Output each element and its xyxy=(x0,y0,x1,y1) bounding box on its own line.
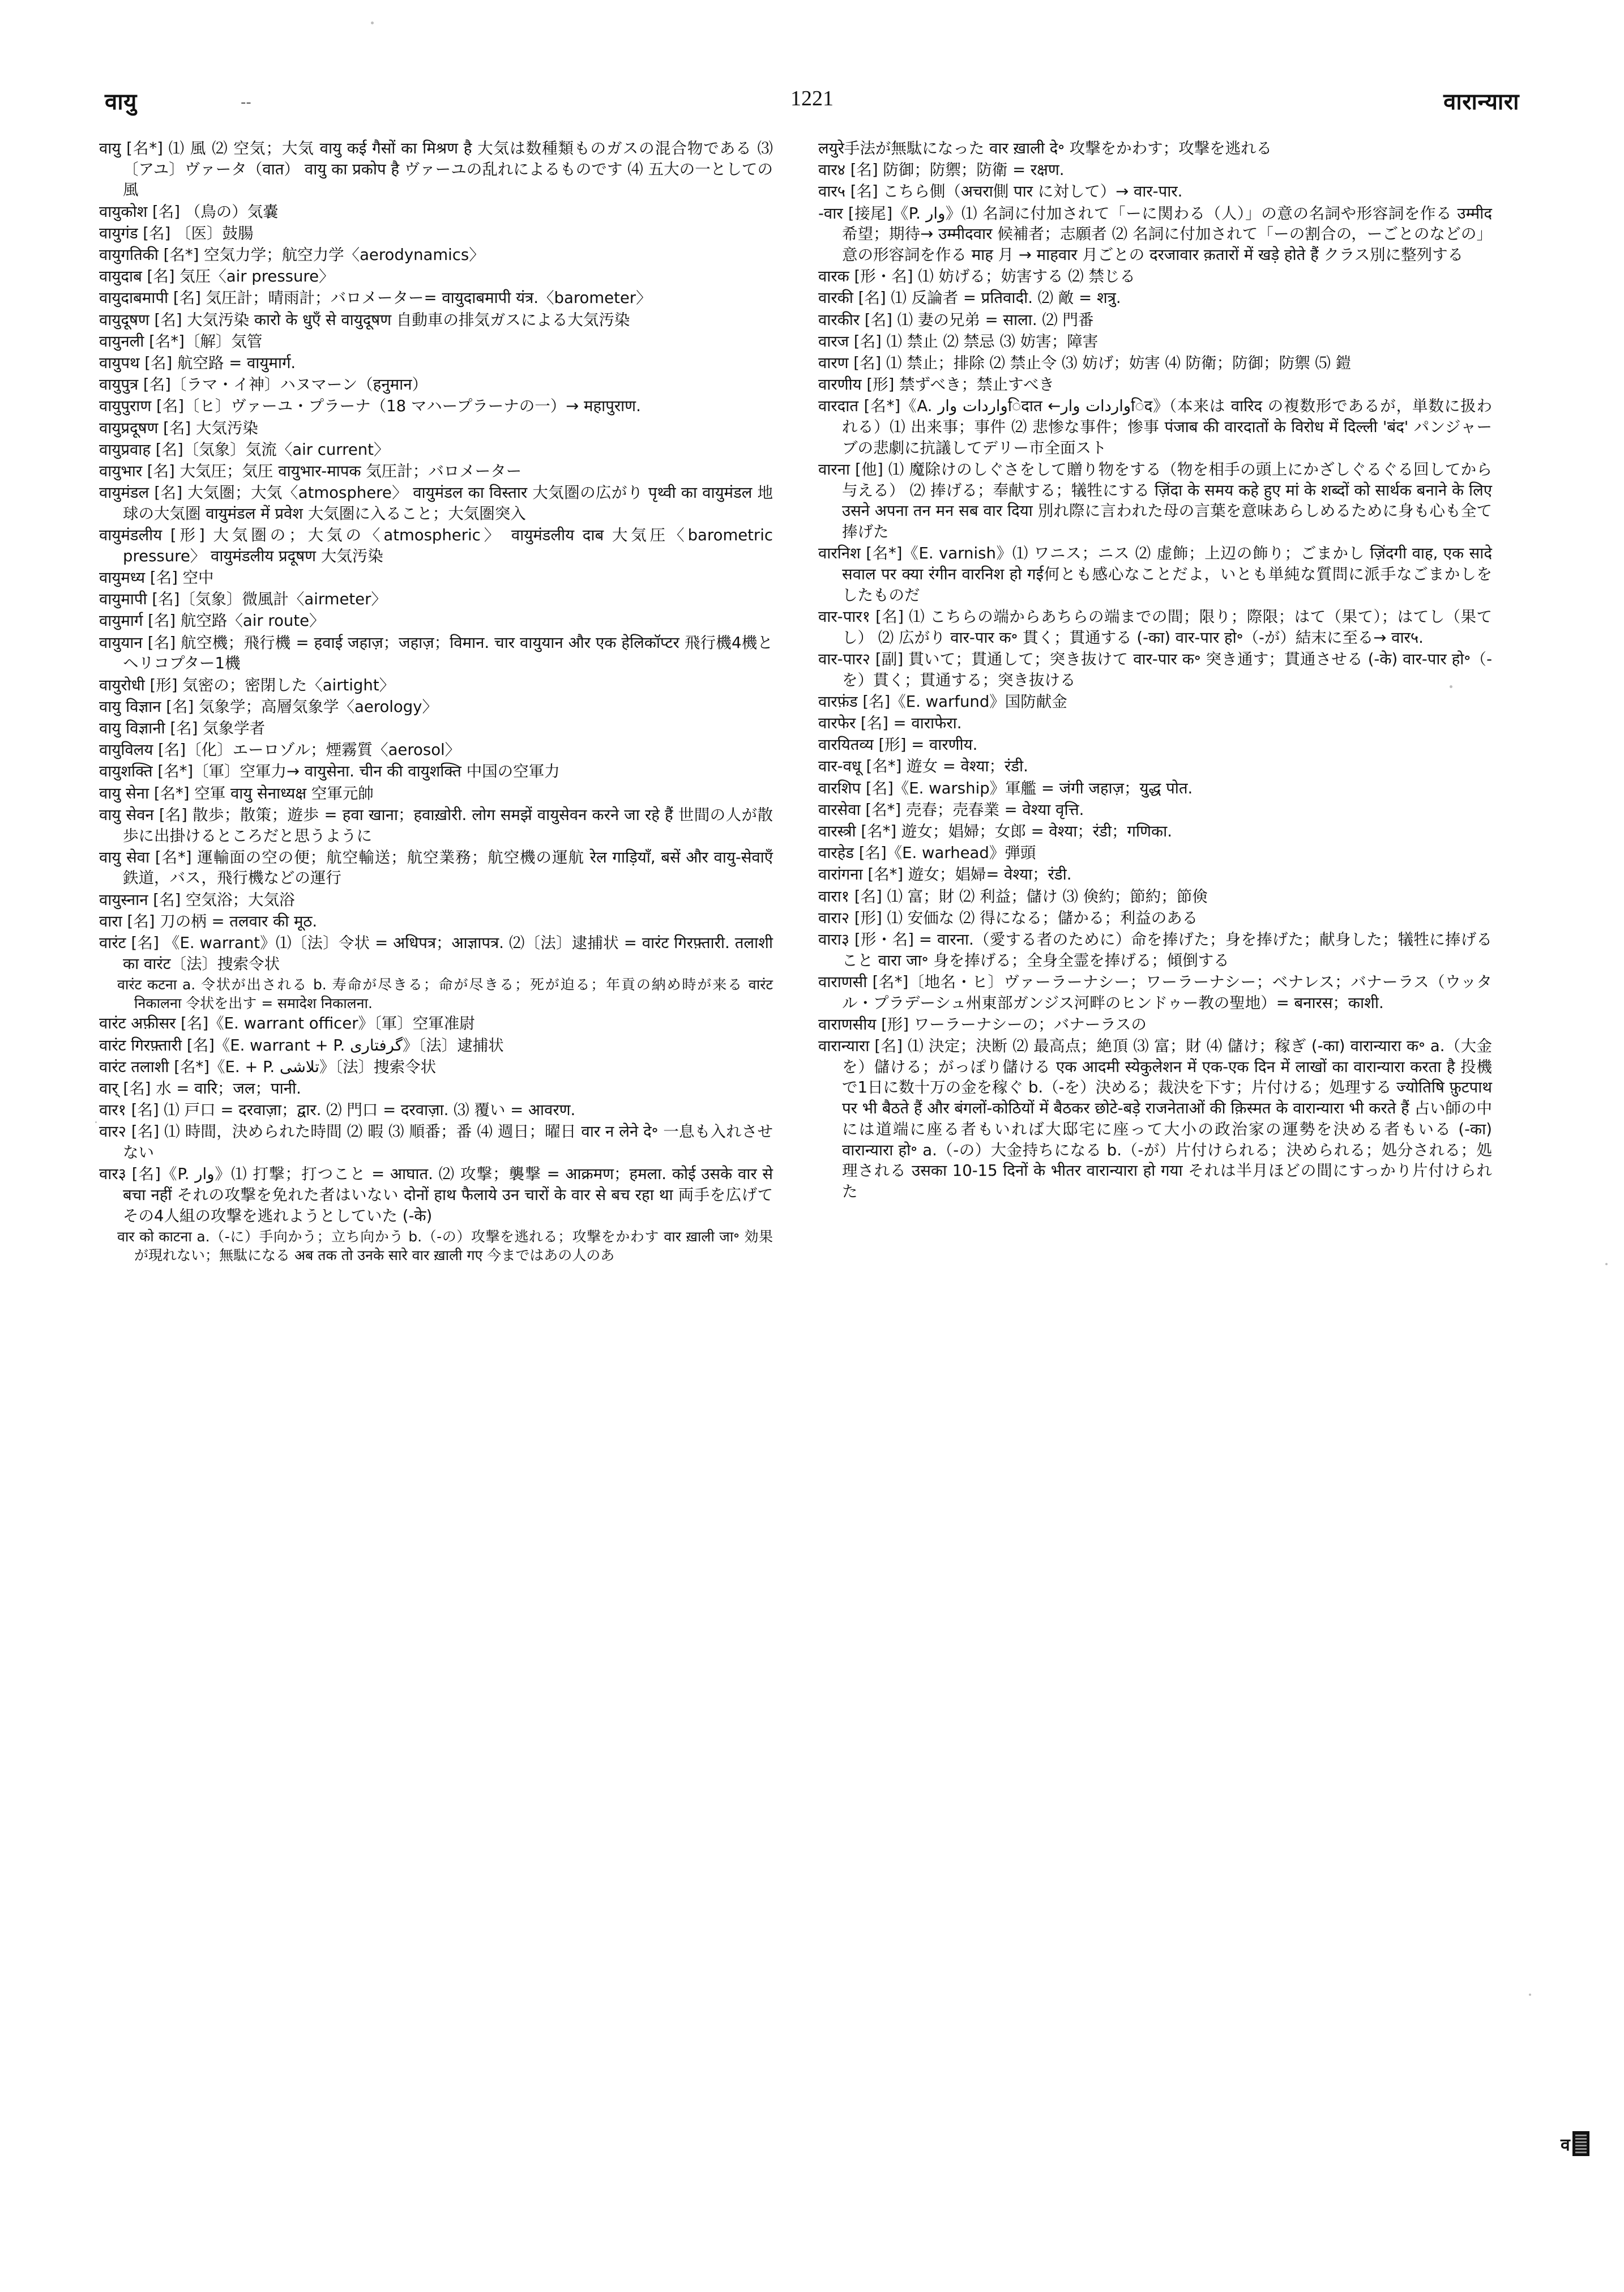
dictionary-entry: वारक [形・名] ⑴ 妨げる；妨害する ⑵ 禁じる xyxy=(818,267,1135,286)
dictionary-entry: वायुप्रवाह [名]〔気象〕気流〈air current〉 xyxy=(99,440,390,459)
dictionary-entry: वार-वधू [名*] 遊女 = वेश्या；रंडी. xyxy=(818,757,1028,776)
header-headword-right: वारान्यारा xyxy=(1443,89,1519,115)
page-speck xyxy=(1605,1263,1608,1265)
dictionary-entry: वायुदाब [名] 気圧〈air pressure〉 xyxy=(99,267,335,286)
page-header xyxy=(99,85,1525,125)
dictionary-entry: वारज [名] ⑴ 禁止 ⑵ 禁忌 ⑶ 妨害；障害 xyxy=(818,332,1099,351)
dictionary-entry: वारंट [名] 《E. warrant》⑴〔法〕令状 = अधिपत्र；आज्ञापत्र. ⑵〔法〕逮捕状 = वारंट गिरफ़्तारी. तलाशी का वारंट〔法〕捜索令状 xyxy=(99,934,773,973)
dictionary-entry: वायुदूषण [名] 大気汚染 कारो के धुएँ से वायुदूषण 自動車の排気ガスによる大気汚染 xyxy=(99,310,630,329)
dictionary-entry: वारांगना [名*] 遊女；娼婦= वेश्या；रंडी. xyxy=(818,865,1072,884)
dictionary-entry: वारंट गिरफ़्तारी [名]《E. warrant + P. گرفتاری》〔法〕逮捕状 xyxy=(99,1036,504,1055)
dictionary-entry: वायु सेवन [名] 散歩；散策；遊歩 = हवा खाना；हवाख़ोरी. लोग समझें वायुसेवन करने जा रहे हैं 世間の人が散歩に出掛けるところだと思うように xyxy=(99,805,773,845)
dictionary-entry: वाराणसीय [形] ワーラーナシーの；バナーラスの xyxy=(818,1015,1147,1034)
dictionary-entry: वारना [他] ⑴ 魔除けのしぐさをして贈り物をする（物を相手の頭上にかざしぐるぐる回してから与える） ⑵ 捧げる；奉献する；犠牲にする ज़िंदा के समय कहे हुए मां के शब्दों को सार्थक बनाने के लिए उसने अपना तन मन सब वार दिया 別れ際に言われた母の言葉を意味あらしめるために身も心も全て捧げた xyxy=(818,460,1492,541)
dictionary-entry: वायुपुराण [名]〔ヒ〕ヴァーユ・プラーナ（18 マハープラーナの一）→ महापुराण. xyxy=(99,397,641,416)
dictionary-entry: वायु [名*] ⑴ 風 ⑵ 空気；大気 वायु कई गैसों का मिश्रण है 大気は数種類ものガスの混合物である ⑶ 〔アユ〕ヴァータ（वात） वायु का प्रकोप है ヴァーユの乱れによるものです ⑷ 五大の一としての風 xyxy=(99,139,773,199)
dictionary-entry: वायुगंड [名] 〔医〕鼓腸 xyxy=(99,224,254,242)
dictionary-entry: वारणीय [形] 禁ずべき；禁止すべき xyxy=(818,375,1054,394)
dictionary-entry: वारंट कटना a. 令状が出される b. 寿命が尽きる；命が尽きる；死が迫る；年貢の納め時が来る वारंट निकालना 令状を出す = समादेश निकालना. xyxy=(117,976,773,1011)
thumb-index-block-icon xyxy=(1572,2131,1589,2156)
dictionary-entry: वारनिश [名*]《E. varnish》⑴ ワニス；ニス ⑵ 虚飾；上辺の飾り；ごまかし ज़िंदगी वाह, एक सादे सवाल पर क्या रंगीन वारनिश हो गई何とも感心なことだよ，いとも単純な質問に派手なごまかしをしたものだ xyxy=(818,544,1492,604)
thumb-index xyxy=(1561,2129,1600,2158)
dictionary-entry: वायुपथ [名] 航空路 = वायुमार्ग. xyxy=(99,354,296,373)
dictionary-entry: वायुदाबमापी [名] 気圧計；晴雨計；バロメーター= वायुदाबमापी यंत्र.〈barometer〉 xyxy=(99,289,652,308)
dictionary-entry: वायुयान [名] 航空機；飛行機 = हवाई जहाज़；जहाज़；विमान. चार वायुयान और एक हेलिकॉप्टर 飛行機4機とヘリコプター1機 xyxy=(99,633,773,673)
dictionary-entry: वारंट तलाशी [名*]《E. + P. تلاشی》〔法〕捜索令状 xyxy=(99,1057,437,1076)
dictionary-entry: लयुरे手法が無駄になった वार ख़ाली दे॰ 攻撃をかわす；攻撃を逃れる xyxy=(818,139,1272,157)
page-speck xyxy=(1450,685,1452,688)
dictionary-entry: वारा३ [形・名] = वारना.（愛する者のために）命を捧げた；身を捧げた；献身した；犠牲に捧げること वारा जा॰ 身を捧げる；全身全霊を捧げる；傾倒する xyxy=(818,931,1492,970)
dictionary-entry: वायुप्रदूषण [名] 大気汚染 xyxy=(99,419,258,437)
page-columns xyxy=(99,138,1525,1265)
dictionary-entry: वायु विज्ञान [名] 気象学；高層気象学〈aerology〉 xyxy=(99,697,438,716)
dictionary-entry: वारा२ [形] ⑴ 安価な ⑵ 得になる；儲かる；利益のある xyxy=(818,908,1198,927)
dictionary-entry: वायुमंडल [名] 大気圏；大気〈atmosphere〉 वायुमंडल का विस्तार 大気圏の広がり पृथ्वी का वायुमंडल 地球の大気圏 वायुमंडल में प्रवेश 大気圏に入ること；大気圏突入 xyxy=(99,484,773,523)
dictionary-entry: वारशिप [名]《E. warship》軍艦 = जंगी जहाज़；युद्ध पोत. xyxy=(818,779,1193,797)
dictionary-entry: वार-पार२ [副] 貫いて；貫通して；突き抜けて वार-पार क॰ 突き通す；貫通させる (-के) वार-पार हो॰（-を）貫く；貫通する；突き抜ける xyxy=(818,650,1492,689)
page-speck xyxy=(1529,1994,1531,1996)
page-number: 1221 xyxy=(790,87,834,110)
dictionary-entry: वायु सेवा [名*] 運輸面の空の便；航空輸送；航空業務；航空機の運航 रेल गाड़ियाँ, बसें और वायु-सेवाएँ 鉄道，バス，飛行機などの運行 xyxy=(99,848,773,887)
dictionary-entry: वार४ [名] 防御；防禦；防衛 = रक्षण. xyxy=(818,161,1065,180)
right-column xyxy=(796,138,1492,1265)
dictionary-entry: वार-पार१ [名] ⑴ こちらの端からあちらの端までの間；限り；際限；はて（果て）；はてし（果てし） ⑵ 広がり वार-पार क॰ 貫く；貫通する (-का) वार-पार हो॰（-が）結末に至る→ वार५. xyxy=(818,607,1492,647)
left-column xyxy=(99,138,796,1265)
header-dash: -- xyxy=(241,94,251,111)
dictionary-entry: वाराणसी [名*]〔地名・ヒ〕ヴァーラーナシー；ワーラーナシー；ベナレス；バナーラス（ウッタル・プラデーシュ州東部ガンジス河畔のヒンドゥー教の聖地）= बनारस；काशी. xyxy=(818,972,1492,1012)
thumb-index-char: व xyxy=(1561,2135,1570,2155)
dictionary-entry: वायुमंडलीय [形] 大気圏の；大気の〈atmospheric〉 वायुमंडलीय दाब 大気圧〈barometric pressure〉 वायुमंडलीय प्रदूषण 大気汚染 xyxy=(99,526,773,565)
dictionary-entry: वारण [名] ⑴ 禁止；排除 ⑵ 禁止令 ⑶ 妨げ；妨害 ⑷ 防衛；防御；防禦 ⑸ 鎧 xyxy=(818,354,1352,373)
dictionary-entry: वारकी [名] ⑴ 反論者 = प्रतिवादी. ⑵ 敵 = शत्रु. xyxy=(818,289,1121,308)
dictionary-entry: वार२ [名] ⑴ 時間，決められた時間 ⑵ 暇 ⑶ 順番；番 ⑷ 週日；曜日 वार न लेने दे॰ 一息も入れさせない xyxy=(99,1122,773,1162)
dictionary-entry: वारा [名] 刀の柄 = तलवार की मूठ. xyxy=(99,912,318,931)
dictionary-entry: वारफेर [名] = वाराफेरा. xyxy=(818,714,962,732)
dictionary-entry: वायुपुत्र [名]〔ラマ・イ神〕ハヌマーン（हनुमान） xyxy=(99,375,428,394)
dictionary-entry: वारंट अफ़ीसर [名]《E. warrant officer》〔軍〕空軍准尉 xyxy=(99,1014,475,1033)
dictionary-entry: वायुमध्य [名] 空中 xyxy=(99,569,214,587)
dictionary-entry: वारा१ [名] ⑴ 富；財 ⑵ 利益；儲け ⑶ 倹約；節約；節倹 xyxy=(818,887,1208,906)
dictionary-entry: वारयितव्य [形] = वारणीय. xyxy=(818,736,978,754)
dictionary-entry: वायुविलय [名]〔化〕エーロゾル；煙霧質〈aerosol〉 xyxy=(99,741,461,759)
dictionary-entry: वायु सेना [名*] 空軍 वायु सेनाध्यक्ष 空軍元帥 xyxy=(99,784,374,803)
dictionary-entry: वारहेड [名]《E. warhead》弾頭 xyxy=(818,844,1036,863)
dictionary-entry: वारस्त्री [名*] 遊女；娼婦；女郎 = वेश्या；रंडी；गणिका. xyxy=(818,822,1172,840)
page-speck xyxy=(95,1121,97,1123)
dictionary-entry: -वार [接尾]《P. وار》⑴ 名詞に付加されて「ーに関わる（人）」の意の名詞や形容詞を作る उम्मीद 希望；期待→ उम्मीदवार 候補者；志願者 ⑵ 名詞に付加されて「ーの割合の，ーごとのなどの」意の形容詞を作る माह 月 → माहवार 月ごとの दरजावार क़तारों में खड़े होते हैं クラス別に整列する xyxy=(818,204,1492,264)
dictionary-entry: वायुमार्ग [名] 航空路〈air route〉 xyxy=(99,612,325,630)
dictionary-entry: वायुरोधी [形] 気密の；密閉した〈airtight〉 xyxy=(99,676,395,694)
dictionary-entry: वारान्यारा [名] ⑴ 決定；決断 ⑵ 最高点；絶頂 ⑶ 富；財 ⑷ 儲け；稼ぎ (-का) वारान्यारा क॰ a.（大金を）儲ける；がっぽり儲ける एक आदमी स्येकुलेशन में एक-एक दिन में लाखों का वारान्यारा करता है 投機で1日に数十万の金を稼ぐ b.（-を）決める；裁決を下す；片付ける；処理する ज्योतिषि फ़ुटपाथ पर भी बैठते हैं और बंगलों-कोठियों में बैठकर छोटे-बड़े राजनेताओं की क़िस्मत के वारान्यारा भी करते हैं 占い師の中には道端に座る者もいれば大邸宅に座って大小の政治家の運勢を決める者もいる (-का) वारान्यारा हो॰ a.（-の）大金持ちになる b.（-が）片付けられる；決められる；処分される；処理される उसका 10-15 दिनों के भीतर वारान्यारा हो गया それは半月ほどの間にすっかり片付けられた xyxy=(818,1037,1492,1201)
dictionary-entry: वायुमापी [名]〔気象〕微風計〈airmeter〉 xyxy=(99,590,387,609)
dictionary-entry: वार५ [名] こちら側（अचरा側 पार に対して）→ वार-पार. xyxy=(818,182,1183,201)
dictionary-entry: वायुभार [名] 大気圧；気圧 वायुभार-मापक 気圧計；バロメーター xyxy=(99,462,522,481)
dictionary-entry: वार को काटना a.（-に）手向かう；立ち向かう b.（-の）攻撃を逃れる；攻撃をかわす वार ख़ाली जा॰ 効果が現れない；無駄になる अब तक तो उनके सारे वार ख़ाली गए 今まではあの人のあ xyxy=(117,1228,773,1264)
dictionary-entry: वायुशक्ति [名*]〔軍〕空軍力→ वायुसेना. चीन की वायुशक्ति 中国の空軍力 xyxy=(99,762,560,781)
header-headword-left: वायु xyxy=(105,89,137,115)
dictionary-entry: वारसेवा [名*] 売春；売春業 = वेश्या वृत्ति. xyxy=(818,800,1084,819)
dictionary-entry: वार३ [名]《P. وار》⑴ 打撃；打つこと = आघात. ⑵ 攻撃；襲撃 = आक्रमण；हमला. कोई उसके वार से बचा नहीं それの攻撃を免れた者はいない दोनों हाथ फैलाये उन चारों के वार से बच रहा था 両手を広げてその4人組の攻撃を逃れようとしていた (-के) xyxy=(99,1165,773,1225)
page-speck xyxy=(371,22,374,24)
dictionary-entry: वायुगतिकी [名*] 空気力学；航空力学〈aerodynamics〉 xyxy=(99,246,485,264)
dictionary-entry: वायुस्नान [名] 空気浴；大気浴 xyxy=(99,890,295,909)
dictionary-entry: वायुकोश [名] （鳥の）気嚢 xyxy=(99,202,279,221)
dictionary-entry: वार् [名] 水 = वारि；जल；पानी. xyxy=(99,1079,301,1098)
dictionary-entry: वायु विज्ञानी [名] 気象学者 xyxy=(99,719,266,737)
dictionary-entry: वारदात [名*]《A. واردات وارिदात ←واردات وارिद》（本来は वारिद の複数形であるが，単数に扱われる）⑴ 出来事；事件 ⑵ 悲惨な事件；惨事 पंजाब की वारदातों के विरोध में दिल्ली 'बंद' パンジャーブの悲劇に抗議してデリー市全面スト xyxy=(818,397,1493,457)
dictionary-entry: वारकीर [名] ⑴ 妻の兄弟 = साला. ⑵ 門番 xyxy=(818,310,1094,329)
dictionary-entry: वायुनली [名*]〔解〕気管 xyxy=(99,332,263,351)
dictionary-entry: वार१ [名] ⑴ 戸口 = दरवाज़ा；द्वार. ⑵ 門口 = दरवाज़ा. ⑶ 覆い = आवरण. xyxy=(99,1101,576,1120)
dictionary-entry: वारफ़ंड [名]《E. warfund》国防献金 xyxy=(818,692,1067,711)
